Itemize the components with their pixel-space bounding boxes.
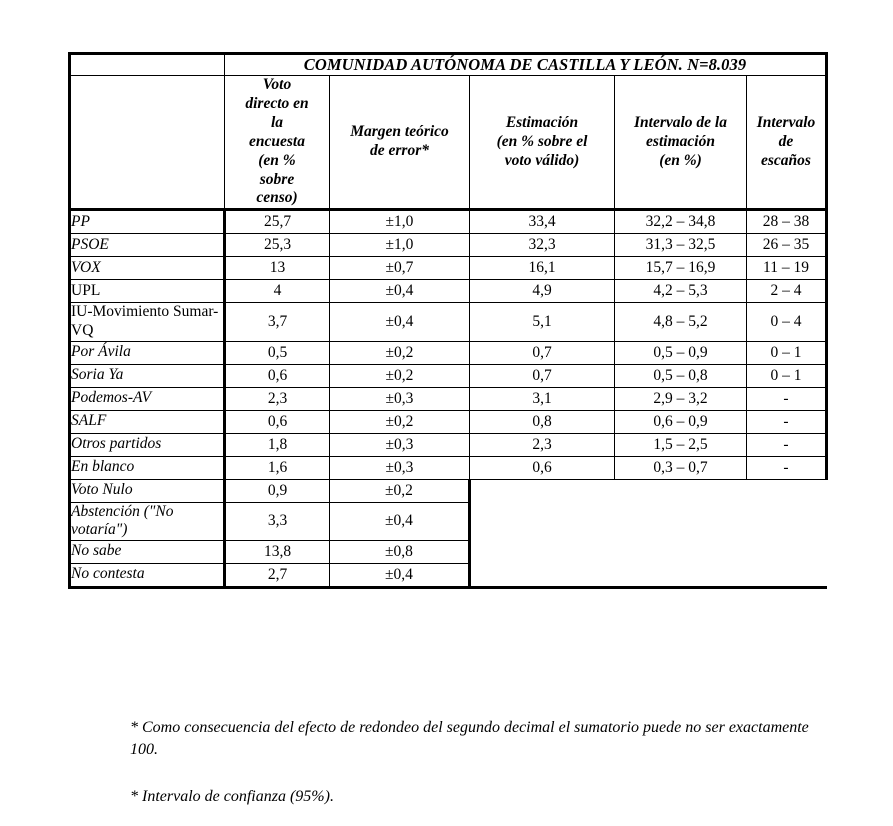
cell-intervalo-escanos: -	[747, 456, 827, 479]
cell-intervalo-escanos: -	[747, 387, 827, 410]
row-label: Abstención ("No votaría")	[70, 502, 225, 540]
header-line: directo en	[245, 94, 309, 112]
poll-table-container	[68, 52, 825, 589]
cell-voto-directo: 0,6	[225, 410, 330, 433]
table-row	[70, 234, 827, 257]
table-header-row	[70, 76, 827, 210]
table-row	[70, 341, 827, 364]
cell-estimacion: 4,9	[470, 280, 615, 303]
cell-margen-error: ±0,8	[330, 540, 470, 563]
table-row	[70, 410, 827, 433]
cell-margen-error: ±0,4	[330, 502, 470, 540]
cell-margen-error: ±0,2	[330, 364, 470, 387]
cell-intervalo-estimacion: 0,6 – 0,9	[615, 410, 747, 433]
cell-estimacion: 3,1	[470, 387, 615, 410]
row-label: Podemos-AV	[70, 387, 225, 410]
cell-intervalo-escanos: 28 – 38	[747, 210, 827, 234]
cell-margen-error: ±0,4	[330, 563, 470, 587]
table-row	[70, 364, 827, 387]
header-line: sobre	[259, 170, 295, 188]
cell-intervalo-estimacion: 15,7 – 16,9	[615, 257, 747, 280]
cell-margen-error: ±0,3	[330, 387, 470, 410]
empty-area	[470, 502, 827, 540]
cell-intervalo-escanos: 11 – 19	[747, 257, 827, 280]
table-title: COMUNIDAD AUTÓNOMA DE CASTILLA Y LEÓN. N=8.039	[225, 54, 827, 76]
row-label: No contesta	[70, 563, 225, 587]
row-label: Por Ávila	[70, 341, 225, 364]
cell-intervalo-estimacion: 0,3 – 0,7	[615, 456, 747, 479]
table-row	[70, 456, 827, 479]
cell-voto-directo: 0,6	[225, 364, 330, 387]
table-row	[70, 540, 827, 563]
header-line: de error*	[370, 142, 429, 160]
table-row	[70, 303, 827, 341]
empty-area	[470, 479, 827, 502]
cell-intervalo-escanos: -	[747, 410, 827, 433]
cell-voto-directo: 2,7	[225, 563, 330, 587]
row-label: VOX	[70, 257, 225, 280]
cell-intervalo-escanos: 0 – 4	[747, 303, 827, 341]
header-line: la	[270, 113, 284, 131]
table-row	[70, 563, 827, 587]
cell-voto-directo: 3,7	[225, 303, 330, 341]
cell-margen-error: ±0,7	[330, 257, 470, 280]
footnote-rounding: * Como consecuencia del efecto de redondeo del segundo decimal el sumatorio puede no ser exactamente 100.	[130, 719, 809, 758]
row-label: UPL	[70, 280, 225, 303]
cell-estimacion: 0,6	[470, 456, 615, 479]
table-row	[70, 502, 827, 540]
row-label: PP	[70, 210, 225, 234]
header-line: de	[778, 132, 794, 150]
header-intervalo-estimacion	[615, 76, 747, 210]
cell-intervalo-escanos: 0 – 1	[747, 364, 827, 387]
corner-blank-cell	[70, 54, 225, 76]
footnotes	[130, 717, 830, 808]
cell-intervalo-estimacion: 4,8 – 5,2	[615, 303, 747, 341]
cell-intervalo-escanos: -	[747, 433, 827, 456]
header-intervalo-escanos	[747, 76, 827, 210]
header-line: Margen teórico	[350, 123, 449, 141]
header-margen-error	[330, 76, 470, 210]
row-label: PSOE	[70, 234, 225, 257]
cell-margen-error: ±0,4	[330, 303, 470, 341]
table-body	[70, 210, 827, 587]
cell-intervalo-estimacion: 32,2 – 34,8	[615, 210, 747, 234]
cell-margen-error: ±0,4	[330, 280, 470, 303]
cell-intervalo-estimacion: 31,3 – 32,5	[615, 234, 747, 257]
row-label: Voto Nulo	[70, 479, 225, 502]
header-line: encuesta	[249, 132, 305, 150]
header-line: escaños	[761, 151, 811, 169]
cell-voto-directo: 25,3	[225, 234, 330, 257]
row-label: En blanco	[70, 456, 225, 479]
cell-estimacion: 16,1	[470, 257, 615, 280]
cell-voto-directo: 13	[225, 257, 330, 280]
table-title-row	[70, 54, 827, 76]
header-line: Voto	[262, 76, 292, 93]
cell-estimacion: 33,4	[470, 210, 615, 234]
cell-voto-directo: 2,3	[225, 387, 330, 410]
cell-intervalo-escanos: 26 – 35	[747, 234, 827, 257]
header-line: voto válido)	[504, 151, 580, 169]
cell-margen-error: ±0,3	[330, 456, 470, 479]
header-line: Intervalo	[756, 113, 816, 131]
poll-results-table	[68, 52, 828, 589]
header-line: Estimación	[505, 113, 579, 131]
header-line: Intervalo de la	[634, 113, 727, 131]
row-label: IU-Movimiento Sumar-VQ	[70, 303, 225, 341]
cell-intervalo-estimacion: 0,5 – 0,8	[615, 364, 747, 387]
cell-intervalo-escanos: 2 – 4	[747, 280, 827, 303]
cell-intervalo-estimacion: 1,5 – 2,5	[615, 433, 747, 456]
row-label: Soria Ya	[70, 364, 225, 387]
row-label: No sabe	[70, 540, 225, 563]
cell-margen-error: ±0,2	[330, 479, 470, 502]
cell-intervalo-estimacion: 2,9 – 3,2	[615, 387, 747, 410]
table-row	[70, 433, 827, 456]
table-row	[70, 280, 827, 303]
cell-voto-directo: 4	[225, 280, 330, 303]
cell-intervalo-estimacion: 0,5 – 0,9	[615, 341, 747, 364]
table-row	[70, 210, 827, 234]
table-row	[70, 479, 827, 502]
cell-estimacion: 0,7	[470, 364, 615, 387]
row-label: Otros partidos	[70, 433, 225, 456]
header-blank-cell	[70, 76, 225, 210]
cell-margen-error: ±1,0	[330, 234, 470, 257]
header-line: (en %)	[659, 151, 702, 169]
table-row	[70, 387, 827, 410]
cell-margen-error: ±1,0	[330, 210, 470, 234]
cell-voto-directo: 3,3	[225, 502, 330, 540]
cell-margen-error: ±0,2	[330, 410, 470, 433]
cell-voto-directo: 1,8	[225, 433, 330, 456]
header-voto-directo	[225, 76, 330, 210]
empty-area	[470, 563, 827, 587]
footnote-confidence: * Intervalo de confianza (95%).	[130, 788, 334, 806]
cell-voto-directo: 1,6	[225, 456, 330, 479]
empty-area	[470, 540, 827, 563]
table-row	[70, 257, 827, 280]
cell-margen-error: ±0,3	[330, 433, 470, 456]
cell-estimacion: 0,7	[470, 341, 615, 364]
cell-intervalo-estimacion: 4,2 – 5,3	[615, 280, 747, 303]
cell-estimacion: 5,1	[470, 303, 615, 341]
header-line: (en %	[258, 151, 296, 169]
row-label: SALF	[70, 410, 225, 433]
header-line: estimación	[646, 132, 715, 150]
cell-voto-directo: 13,8	[225, 540, 330, 563]
cell-estimacion: 2,3	[470, 433, 615, 456]
header-estimacion	[470, 76, 615, 210]
cell-estimacion: 32,3	[470, 234, 615, 257]
cell-estimacion: 0,8	[470, 410, 615, 433]
cell-voto-directo: 0,9	[225, 479, 330, 502]
cell-voto-directo: 0,5	[225, 341, 330, 364]
cell-voto-directo: 25,7	[225, 210, 330, 234]
cell-margen-error: ±0,2	[330, 341, 470, 364]
header-line: censo)	[256, 189, 298, 207]
cell-intervalo-escanos: 0 – 1	[747, 341, 827, 364]
header-line: (en % sobre el	[496, 132, 588, 150]
